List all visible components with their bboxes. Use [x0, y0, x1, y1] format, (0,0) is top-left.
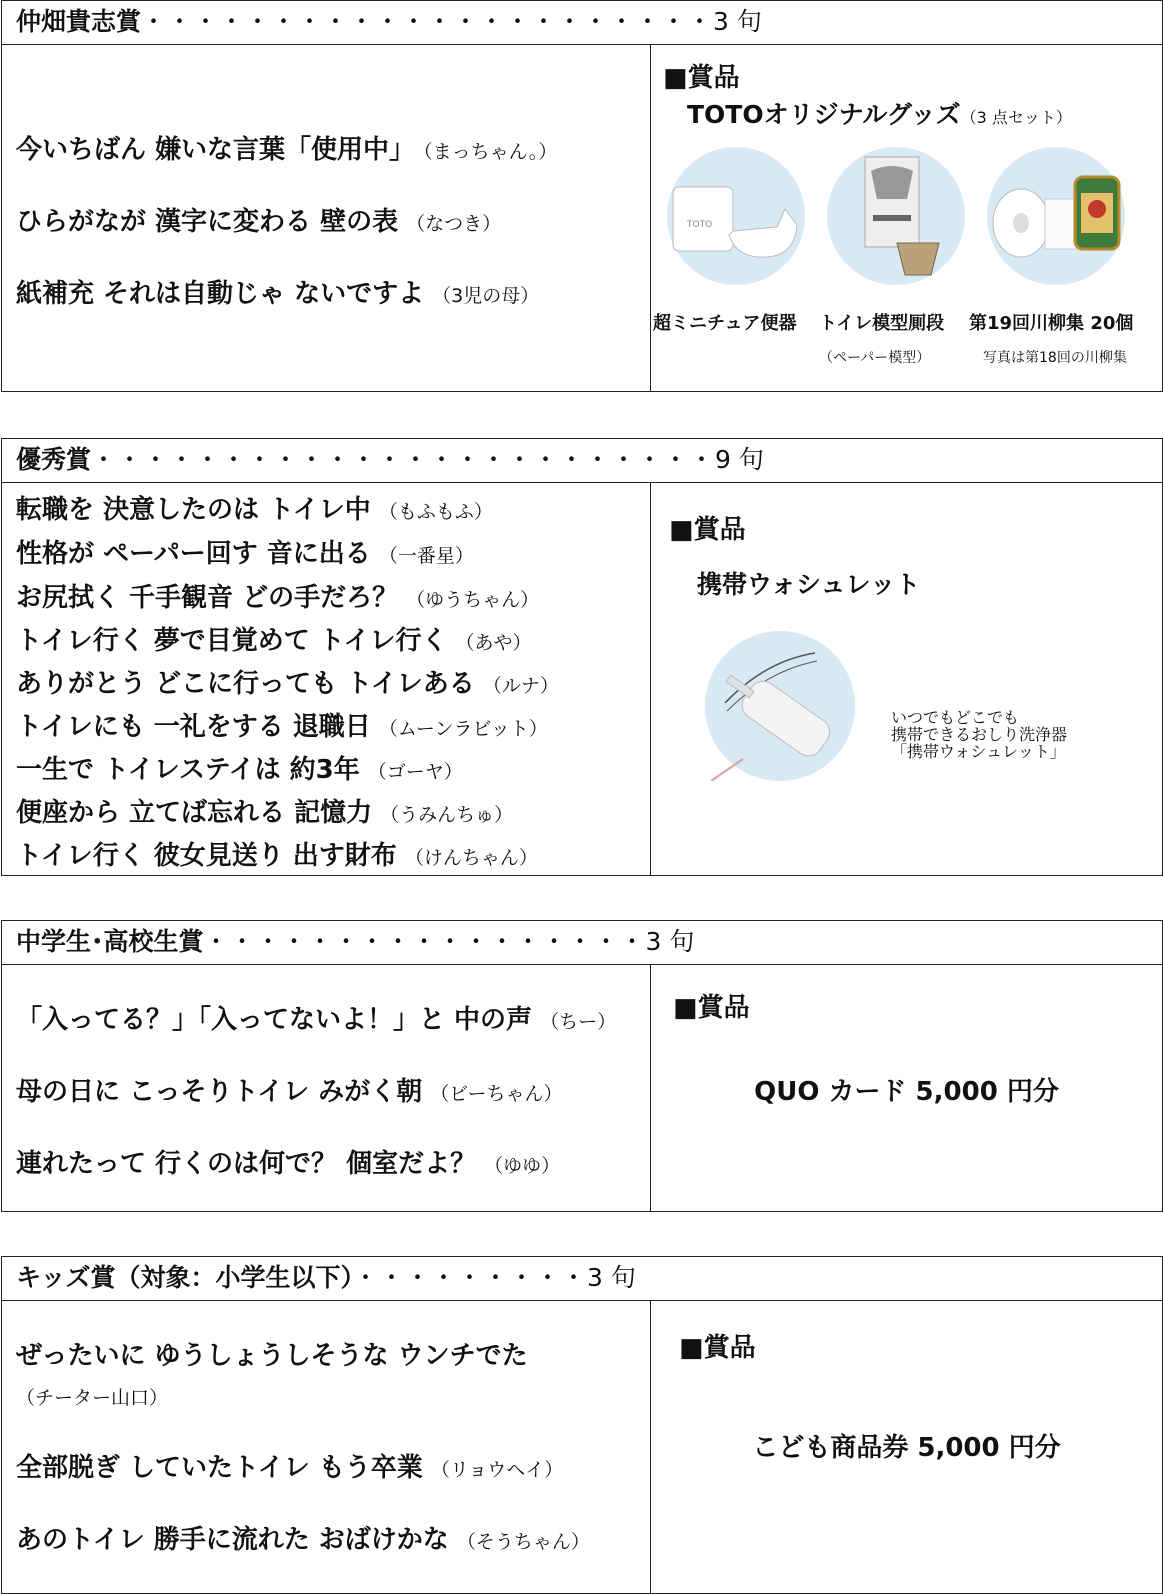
entry: 便座から 立てば忘れる 記憶力 （うみんちゅ）	[16, 798, 514, 828]
item-note: （ペーパー模型）	[819, 350, 931, 366]
mini-toilet-icon	[667, 147, 805, 285]
section-title: 仲畑貴志賞	[16, 7, 142, 36]
section-header	[2, 439, 1162, 483]
prize-name: QUO カード 5,000 円分	[754, 1077, 1059, 1107]
entry-count: 3 句	[713, 7, 762, 36]
leader-dots: ・・・・・・・・・・・・・・・・・・・・・・	[141, 7, 714, 36]
item-caption: 超ミニチュア便器	[653, 313, 797, 334]
entry: ありがとう どこに行っても トイレある （ルナ）	[16, 669, 559, 699]
prize-heading: ■賞品	[669, 515, 746, 545]
entry: 「入ってる？」「入ってないよ！」と 中の声 （ちー）	[16, 1005, 617, 1035]
item-note: 写真は第18回の川柳集	[983, 350, 1127, 366]
section-title: 優秀賞	[16, 445, 92, 474]
prize-name: TOTOオリジナルグッズ（3 点セット）	[687, 100, 1072, 129]
booklet-icon	[987, 147, 1125, 285]
item-caption: トイレ模型厠段	[819, 313, 945, 334]
prize-heading: ■賞品	[673, 993, 750, 1023]
entry-count: 9 句	[715, 445, 764, 474]
entry: トイレ行く 夢で目覚めて トイレ行く （あや）	[16, 626, 532, 656]
entry: トイレにも 一礼をする 退職日 （ムーンラビット）	[16, 712, 548, 742]
leader-dots: ・・・・・・・・・・・・・・・・・・・・・・・・	[91, 445, 716, 474]
section-title: キッズ賞（対象：小学生以下）	[16, 1263, 354, 1292]
prize-column	[651, 45, 1162, 391]
section-header	[2, 1, 1162, 45]
entry-text: ぜったいに ゆうしょうしそうな ウンチでた	[16, 1341, 528, 1371]
entry-author: （チーター山口）	[16, 1387, 169, 1409]
leader-dots: ・・・・・・・・・	[353, 1263, 588, 1292]
entry: あのトイレ 勝手に流れた おばけかな （そうちゃん）	[16, 1525, 590, 1555]
entries-column	[2, 965, 651, 1211]
section-header	[2, 921, 1162, 965]
entry: 紙補充 それは自動じゃ ないですよ （3児の母）	[16, 279, 540, 309]
prize-description: いつでもどこでも 携帯できるおしり洗浄器 「携帯ウォシュレット」	[891, 708, 1068, 761]
entry: 全部脱ぎ していたトイレ もう卒業 （リョウヘイ）	[16, 1453, 564, 1483]
entry: 母の日に こっそりトイレ みがく朝 （ビーちゃん）	[16, 1077, 563, 1107]
entries-column	[2, 45, 651, 391]
prize-heading: ■賞品	[663, 63, 740, 93]
prize-heading: ■賞品	[679, 1333, 756, 1363]
entry: 一生で トイレステイは 約3年 （ゴーヤ）	[16, 755, 463, 785]
section-nakahata-award	[1, 0, 1163, 392]
entry-count: 3 句	[645, 927, 695, 956]
entry: 転職を 決意したのは トイレ中 （もふもふ）	[16, 495, 493, 525]
section-student-award	[1, 920, 1163, 1212]
prize-name: こども商品券 5,000 円分	[752, 1433, 1061, 1463]
section-kids-award	[1, 1256, 1163, 1594]
prize-name: 携帯ウォシュレット	[697, 570, 921, 599]
entry: 連れたって 行くのは何で？ 個室だよ？ （ゆゆ）	[16, 1149, 561, 1179]
item-caption: 第19回川柳集 20個	[969, 313, 1134, 334]
prize-column	[651, 1301, 1162, 1593]
entry: 今いちばん 嫌いな言葉「使用中」 （まっちゃん。）	[16, 135, 558, 165]
entries-column	[2, 483, 651, 875]
section-header	[2, 1257, 1162, 1301]
entry: 性格が ペーパー回す 音に出る （一番星）	[16, 539, 474, 569]
svg-text:TOTO: TOTO	[687, 220, 713, 230]
entries-column	[2, 1301, 651, 1593]
entry: お尻拭く 千手観音 どの手だろ？ （ゆうちゃん）	[16, 583, 540, 613]
portable-washlet-icon	[705, 631, 855, 781]
prize-column	[651, 965, 1162, 1211]
prize-column	[651, 483, 1162, 875]
entry: トイレ行く 彼女見送り 出す財布 （けんちゃん）	[16, 841, 538, 871]
entry: ひらがなが 漢字に変わる 壁の表 （なつき）	[16, 207, 502, 237]
entry-count: 3 句	[587, 1263, 636, 1292]
leader-dots: ・・・・・・・・・・・・・・・・・	[203, 927, 646, 956]
paper-model-icon	[827, 147, 965, 285]
section-title: 中学生･高校生賞	[16, 927, 204, 956]
section-excellence-award	[1, 438, 1163, 876]
